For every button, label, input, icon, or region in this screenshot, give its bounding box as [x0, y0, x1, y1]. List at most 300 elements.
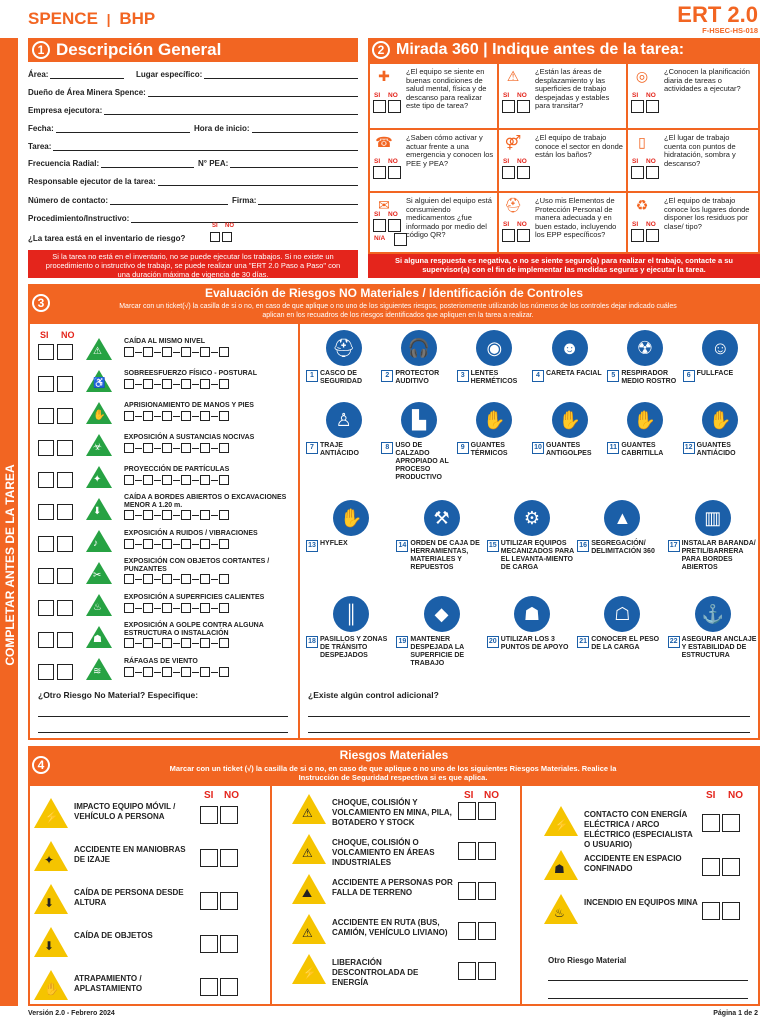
field-pea[interactable]: N° PEA:: [198, 159, 358, 168]
side-bar: [0, 38, 18, 1006]
section4-title: Riesgos Materiales: [339, 748, 449, 762]
section2-header: [368, 38, 760, 62]
control-icon: ⚒: [424, 500, 460, 536]
risk-si-checkbox[interactable]: [38, 440, 54, 456]
control-number-box[interactable]: [143, 379, 153, 389]
mirada360-si-label: SI: [503, 92, 510, 99]
control-number-row: [124, 638, 229, 648]
mirada360-no-label: NO: [646, 221, 656, 228]
material-risk-label: CHOQUE, COLISIÓN O VOLCAMIENTO EN ÁREAS INDUSTRIALES: [332, 838, 435, 867]
control-number-box[interactable]: [181, 379, 191, 389]
field-tarea[interactable]: Tarea:: [28, 142, 358, 151]
control-number-box[interactable]: [162, 443, 172, 453]
risk-si-checkbox[interactable]: [38, 632, 54, 648]
material-no-checkbox[interactable]: [478, 882, 496, 900]
mirada360-no-label: NO: [517, 158, 527, 165]
risk-label: PROYECCIÓN DE PARTÍCULAS: [124, 466, 230, 473]
control-number: 8: [381, 442, 393, 454]
control-number: 19: [396, 636, 408, 648]
control-label: GUANTES ANTIGOLPES: [546, 442, 592, 457]
section4-subtitle: Marcar con un ticket (√) la casilla de si o no, en caso de que aplique o no uno de los siguientes Riesgos Materiales. Realice la Instrucción de Seguridad respectiva si es que aplica.: [169, 764, 617, 782]
control-number-box[interactable]: [124, 638, 134, 648]
risk-no-checkbox[interactable]: [57, 664, 73, 680]
control-number-box[interactable]: [219, 574, 229, 584]
control-item: [577, 500, 667, 556]
risk-no-checkbox[interactable]: [57, 504, 73, 520]
control-number-box[interactable]: [124, 603, 134, 613]
control-number-box[interactable]: [200, 475, 210, 485]
control-number-box[interactable]: [124, 443, 134, 453]
control-number-box[interactable]: [200, 510, 210, 520]
control-icon: ⛑: [326, 330, 362, 366]
inventario-si-checkbox[interactable]: [210, 232, 220, 242]
control-number-box[interactable]: [162, 638, 172, 648]
material-risk-row: [292, 954, 518, 990]
inventario-no-checkbox[interactable]: [222, 232, 232, 242]
control-number-box[interactable]: [181, 539, 191, 549]
field-area[interactable]: Área:: [28, 70, 124, 79]
other-risk-line-1[interactable]: [38, 716, 288, 717]
material-risk-icon: ⬇: [34, 927, 68, 957]
mirada360-si-checkbox[interactable]: [502, 100, 515, 113]
field-frecuencia[interactable]: Frecuencia Radial:: [28, 159, 194, 168]
risk-no-checkbox[interactable]: [57, 568, 73, 584]
risk-label: EXPOSICIÓN CON OBJETOS CORTANTES / PUNZANTES: [124, 558, 270, 573]
control-number-box[interactable]: [162, 347, 172, 357]
control-number-box[interactable]: [219, 638, 229, 648]
mirada360-no-checkbox[interactable]: [517, 229, 530, 242]
control-number-box[interactable]: [162, 667, 172, 677]
control-number-box[interactable]: [162, 574, 172, 584]
mirada360-icon: ⚠: [506, 67, 520, 84]
control-icon: ✋: [333, 500, 369, 536]
material-si-checkbox[interactable]: [200, 806, 218, 824]
mirada360-si-checkbox[interactable]: [373, 219, 386, 232]
mirada360-no-label: NO: [388, 92, 398, 99]
control-number-box[interactable]: [200, 539, 210, 549]
mirada360-question: ¿El equipo de trabajo conoce los lugares donde disponer los residuos por clase/ tipo?: [664, 196, 750, 231]
control-number: 17: [668, 540, 680, 552]
risk-no-checkbox[interactable]: [57, 632, 73, 648]
control-number-box[interactable]: [162, 411, 172, 421]
mirada360-item: [628, 193, 752, 253]
material-risk-icon: ⚠: [292, 914, 326, 944]
control-number-box[interactable]: [124, 347, 134, 357]
control-number-row: [124, 443, 229, 453]
material-no-checkbox[interactable]: [722, 902, 740, 920]
other-control-line-2[interactable]: [308, 732, 750, 733]
mirada360-no-checkbox[interactable]: [388, 166, 401, 179]
risk-label: EXPOSICIÓN A SUSTANCIAS NOCIVAS: [124, 434, 255, 441]
material-risk-icon: ⛰: [292, 874, 326, 904]
mirada360-si-label: SI: [632, 158, 639, 165]
mirada360-no-checkbox[interactable]: [646, 100, 659, 113]
risk-label: CAÍDA AL MISMO NIVEL: [124, 338, 206, 345]
risk-label: CAÍDA A BORDES ABIERTOS O EXCAVACIONES MENOR A 1.20 m.: [124, 494, 287, 509]
risk-no-checkbox[interactable]: [57, 344, 73, 360]
field-procedimiento[interactable]: Procedimiento/Instructivo:: [28, 214, 358, 223]
material-no-checkbox[interactable]: [220, 849, 238, 867]
control-icon: ◆: [424, 596, 460, 632]
material-risk-row: [34, 798, 268, 837]
risk-si-checkbox[interactable]: [38, 344, 54, 360]
control-number-box[interactable]: [200, 603, 210, 613]
material-risk-label: IMPACTO EQUIPO MÓVIL / VEHÍCULO A PERSONA: [74, 802, 176, 821]
risk-no-checkbox[interactable]: [57, 408, 73, 424]
risk-label: SOBREESFUERZO FÍSICO - POSTURAL: [124, 370, 258, 377]
section4-number: 4: [32, 756, 50, 774]
control-icon: ☗: [514, 596, 550, 632]
control-number-box[interactable]: [200, 443, 210, 453]
control-number-box[interactable]: [143, 539, 153, 549]
control-number-box[interactable]: [219, 510, 229, 520]
material-si-checkbox[interactable]: [458, 882, 476, 900]
control-number-box[interactable]: [124, 475, 134, 485]
material-no-checkbox[interactable]: [220, 892, 238, 910]
field-fecha[interactable]: Fecha:: [28, 124, 190, 133]
control-number-box[interactable]: [200, 347, 210, 357]
control-number-box[interactable]: [143, 667, 153, 677]
material-no-checkbox[interactable]: [220, 978, 238, 996]
other-material-line-1[interactable]: [548, 980, 748, 981]
control-label: CONOCER EL PESO DE LA CARGA: [591, 636, 660, 651]
risk-warning-icon: ♨: [86, 594, 112, 616]
material-risk-icon: ⚡: [292, 954, 326, 984]
control-number-box[interactable]: [143, 411, 153, 421]
material-risk-label: CONTACTO CON ENERGÍA ELÉCTRICA / ARCO ELÉCTRICO (ESPECIALISTA O USUARIO): [584, 810, 693, 849]
control-number-box[interactable]: [181, 574, 191, 584]
control-number-box[interactable]: [181, 347, 191, 357]
mirada360-item: [370, 130, 494, 190]
control-label: HYFLEX: [320, 540, 348, 547]
material-risk-icon: ✦: [34, 841, 68, 871]
material-risk-label: INCENDIO EN EQUIPOS MINA: [584, 898, 698, 907]
mirada360-icon: ▯: [638, 133, 646, 150]
control-label: PROTECTOR AUDITIVO: [395, 370, 440, 385]
mirada360-icon: ✚: [378, 67, 390, 84]
mirada360-si-checkbox[interactable]: [631, 229, 644, 242]
control-item: [668, 500, 758, 572]
section2-warning: Si alguna respuesta es negativa, o no se siente seguro(a) para realizar el trabajo, contacte a su supervisor(a) con el fin de implementar las medidas seguras y ejecutar la tarea.: [368, 254, 760, 278]
material-no-checkbox[interactable]: [478, 802, 496, 820]
mirada360-si-checkbox[interactable]: [631, 166, 644, 179]
control-item: [306, 330, 381, 386]
material-si-checkbox[interactable]: [702, 814, 720, 832]
risk-warning-icon: ⚠: [86, 338, 112, 360]
mirada360-question: ¿Están las áreas de desplazamiento y las superficies de trabajo despejadas y estables para transitar?: [535, 67, 610, 110]
other-material-label: Otro Riesgo Material: [548, 956, 627, 965]
control-item: [532, 330, 607, 382]
material-si-checkbox[interactable]: [702, 858, 720, 876]
risk-si-checkbox[interactable]: [38, 504, 54, 520]
control-item: [607, 330, 682, 386]
control-number-box[interactable]: [143, 475, 153, 485]
control-number-box[interactable]: [143, 574, 153, 584]
material-no-checkbox[interactable]: [722, 858, 740, 876]
risk-no-checkbox[interactable]: [57, 536, 73, 552]
control-number-box[interactable]: [200, 379, 210, 389]
control-icon: ✋: [552, 402, 588, 438]
material-risk-icon: ⚡: [34, 798, 68, 828]
control-number-box[interactable]: [143, 638, 153, 648]
control-number: 9: [457, 442, 469, 454]
control-icon: ║: [333, 596, 369, 632]
control-item: [306, 596, 396, 660]
section3-header: [28, 284, 760, 324]
risk-row: [36, 366, 296, 396]
control-number-box[interactable]: [200, 667, 210, 677]
mirada360-icon: ✉: [378, 196, 390, 213]
mat3-no-header: NO: [728, 790, 743, 801]
risk-si-checkbox[interactable]: [38, 472, 54, 488]
mirada360-no-label: NO: [646, 158, 656, 165]
control-icon: ☺: [702, 330, 738, 366]
material-risk-icon: ⬇: [34, 884, 68, 914]
control-number-box[interactable]: [124, 379, 134, 389]
mat2-no-header: NO: [484, 790, 499, 801]
mirada360-no-checkbox[interactable]: [388, 100, 401, 113]
control-number-box[interactable]: [124, 539, 134, 549]
control-number-box[interactable]: [162, 510, 172, 520]
control-item: [487, 596, 577, 652]
material-si-checkbox[interactable]: [702, 902, 720, 920]
risk-row: [36, 526, 296, 556]
mirada360-item: [628, 130, 752, 190]
material-risk-row: [292, 914, 518, 950]
material-no-checkbox[interactable]: [478, 842, 496, 860]
material-risk-label: CAÍDA DE PERSONA DESDE ALTURA: [74, 888, 184, 907]
control-item: [396, 500, 486, 572]
control-number-box[interactable]: [181, 443, 191, 453]
mirada360-no-checkbox[interactable]: [388, 219, 401, 232]
material-no-checkbox[interactable]: [478, 962, 496, 980]
control-label: MANTENER DESPEJADA LA SUPERFICIE DE TRABAJO: [410, 636, 465, 667]
mirada360-question: Si alguien del equipo está consumiendo medicamentos ¿fue informado por medio del código QR?: [406, 196, 492, 239]
mirada360-no-checkbox[interactable]: [517, 166, 530, 179]
control-number-box[interactable]: [200, 411, 210, 421]
control-number-box[interactable]: [200, 638, 210, 648]
other-control-line-1[interactable]: [308, 716, 750, 717]
control-item: [683, 330, 758, 382]
mirada360-no-label: NO: [388, 158, 398, 165]
control-number-box[interactable]: [124, 411, 134, 421]
control-icon: ☢: [627, 330, 663, 366]
risk-row: [36, 398, 296, 428]
material-si-checkbox[interactable]: [200, 935, 218, 953]
risk-label: APRISIONAMIENTO DE MANOS Y PIES: [124, 402, 254, 409]
material-no-checkbox[interactable]: [220, 806, 238, 824]
control-item: [381, 402, 456, 482]
material-si-checkbox[interactable]: [200, 849, 218, 867]
risk-no-checkbox[interactable]: [57, 600, 73, 616]
control-number-row: [124, 667, 229, 677]
section3-number: 3: [32, 294, 50, 312]
material-no-checkbox[interactable]: [478, 922, 496, 940]
control-item: [381, 330, 456, 386]
material-si-checkbox[interactable]: [458, 842, 476, 860]
mirada360-question: ¿El equipo se siente en buenas condiciones de salud mental, física y de descanso para realizar este tipo de tarea?: [406, 67, 487, 110]
material-si-checkbox[interactable]: [200, 892, 218, 910]
material-risk-icon: ✋: [34, 970, 68, 1000]
risk-row: [36, 334, 296, 364]
control-number: 6: [683, 370, 695, 382]
control-number-box[interactable]: [162, 603, 172, 613]
risk-label: EXPOSICIÓN A RUIDOS / VIBRACIONES: [124, 530, 258, 537]
control-number-box[interactable]: [200, 574, 210, 584]
mirada360-question: ¿El lugar de trabajo cuenta con puntos de hidratación, sombra y descanso?: [664, 133, 736, 168]
control-number-box[interactable]: [124, 667, 134, 677]
control-number-box[interactable]: [162, 379, 172, 389]
section1-header: [28, 38, 358, 62]
field-hora[interactable]: Hora de inicio:: [194, 124, 358, 133]
risk-warning-icon: ☗: [86, 626, 112, 648]
material-risk-row: [544, 894, 756, 934]
material-si-checkbox[interactable]: [458, 802, 476, 820]
field-dueno[interactable]: Dueño de Área Minera Spence:: [28, 88, 358, 97]
mat1-no-header: NO: [224, 790, 239, 801]
risk-warning-icon: ⬇: [86, 498, 112, 520]
mirada360-icon: ⚤: [504, 133, 522, 150]
risk-si-checkbox[interactable]: [38, 600, 54, 616]
field-responsable[interactable]: Responsable ejecutor de la tarea:: [28, 177, 358, 186]
mirada360-item: [499, 193, 623, 253]
mirada360-no-label: NO: [517, 92, 527, 99]
risk-no-checkbox[interactable]: [57, 440, 73, 456]
control-number-box[interactable]: [181, 475, 191, 485]
field-firma[interactable]: Firma:: [232, 196, 358, 205]
mirada360-no-checkbox[interactable]: [517, 100, 530, 113]
control-number-box[interactable]: [124, 574, 134, 584]
control-icon: ▥: [695, 500, 731, 536]
control-icon: ✋: [702, 402, 738, 438]
other-material-line-2[interactable]: [548, 998, 748, 999]
mirada360-no-checkbox[interactable]: [646, 229, 659, 242]
mirada360-question: ¿Uso mis Elementos de Protección Personal de manera adecuada y en buen estado, incluyendo los EPP específicos?: [535, 196, 617, 239]
risk-no-checkbox[interactable]: [57, 472, 73, 488]
mat1-si-header: SI: [204, 790, 214, 801]
control-number-box[interactable]: [181, 510, 191, 520]
section3-subtitle: Marcar con un ticket(√) la casilla de si o no, en caso de que aplique o no uno de los siguientes riesgos, posteriormente utilizando los números de los controles dejar indicado cuáles aplican en los recuadros de los riesgos identificados que apliquen en la tarea a realizar.: [119, 303, 677, 319]
control-number-box[interactable]: [181, 603, 191, 613]
inventario-si-label: SI: [212, 223, 218, 229]
side-label: COMPLETAR ANTES DE LA TAREA: [3, 464, 17, 666]
field-lugar[interactable]: Lugar específico:: [136, 70, 358, 79]
material-si-checkbox[interactable]: [200, 978, 218, 996]
control-number-box[interactable]: [143, 347, 153, 357]
section4-header: [28, 746, 760, 786]
control-label: GUANTES CABRITILLA: [621, 442, 664, 457]
control-icon: ✋: [627, 402, 663, 438]
form-code: F-HSEC-HS-018: [702, 26, 758, 35]
other-risk-label: ¿Otro Riesgo No Material? Especifique:: [38, 690, 199, 700]
ert-title: ERT 2.0: [677, 2, 758, 27]
control-number-box[interactable]: [219, 443, 229, 453]
risk-si-checkbox[interactable]: [38, 536, 54, 552]
control-icon: ▙: [401, 402, 437, 438]
risk-si-checkbox[interactable]: [38, 408, 54, 424]
field-empresa[interactable]: Empresa ejecutora:: [28, 106, 358, 115]
control-icon: ◉: [476, 330, 512, 366]
material-risk-label: CHOQUE, COLISIÓN Y VOLCAMIENTO EN MINA, PILA, BOTADERO Y STOCK: [332, 798, 452, 827]
control-number-box[interactable]: [181, 667, 191, 677]
mirada360-si-checkbox[interactable]: [502, 229, 515, 242]
mirada360-question: ¿Saben cómo activar y actuar frente a una emergencia y conocen los PEE y PEA?: [406, 133, 494, 168]
control-label: UTILIZAR EQUIPOS MECANIZADOS PARA EL LEVANTA-MIENTO DE CARGA: [500, 540, 574, 571]
risk-warning-icon: ♪: [86, 530, 112, 552]
control-number-box[interactable]: [124, 510, 134, 520]
mirada360-si-label: SI: [503, 221, 510, 228]
control-number: 11: [607, 442, 619, 454]
control-number: 13: [306, 540, 318, 552]
control-number-box[interactable]: [219, 603, 229, 613]
material-si-checkbox[interactable]: [458, 922, 476, 940]
control-number-row: [124, 475, 229, 485]
mirada360-si-label: SI: [632, 221, 639, 228]
mirada360-si-checkbox[interactable]: [631, 100, 644, 113]
control-number-box[interactable]: [162, 475, 172, 485]
material-risk-icon: ⚠: [292, 834, 326, 864]
control-number-box[interactable]: [181, 638, 191, 648]
control-item: [532, 402, 607, 458]
control-number-box[interactable]: [219, 379, 229, 389]
material-no-checkbox[interactable]: [722, 814, 740, 832]
control-number: 5: [607, 370, 619, 382]
material-risk-label: ATRAPAMIENTO / APLASTAMIENTO: [74, 974, 143, 993]
control-number-box[interactable]: [143, 510, 153, 520]
control-icon: ✋: [476, 402, 512, 438]
control-number-box[interactable]: [181, 411, 191, 421]
inventario-no-label: NO: [225, 223, 234, 229]
mirada360-question: ¿El equipo de trabajo conoce el sector en donde están los baños?: [535, 133, 623, 159]
risk-row: [36, 654, 296, 684]
mirada360-si-checkbox[interactable]: [373, 166, 386, 179]
material-no-checkbox[interactable]: [220, 935, 238, 953]
control-number-box[interactable]: [219, 411, 229, 421]
control-label: RESPIRADOR MEDIO ROSTRO: [621, 370, 677, 385]
control-label: CASCO DE SEGURIDAD: [320, 370, 363, 385]
risk-si-checkbox[interactable]: [38, 664, 54, 680]
material-risk-row: [544, 850, 756, 890]
control-number-box[interactable]: [219, 347, 229, 357]
mirada360-item: [370, 64, 494, 124]
risk-no-checkbox[interactable]: [57, 376, 73, 392]
control-number-box[interactable]: [143, 443, 153, 453]
control-icon: ☖: [604, 596, 640, 632]
control-number-box[interactable]: [219, 539, 229, 549]
mirada360-si-checkbox[interactable]: [373, 100, 386, 113]
section3-title: Evaluación de Riesgos NO Materiales / Identificación de Controles: [204, 286, 584, 300]
control-number-box[interactable]: [219, 667, 229, 677]
mirada360-no-label: NO: [517, 221, 527, 228]
other-risk-line-2[interactable]: [38, 732, 288, 733]
material-si-checkbox[interactable]: [458, 962, 476, 980]
risk-si-checkbox[interactable]: [38, 568, 54, 584]
material-risk-label: CAÍDA DE OBJETOS: [74, 931, 153, 940]
mirada360-no-checkbox[interactable]: [646, 166, 659, 179]
control-number-box[interactable]: [219, 475, 229, 485]
field-contacto[interactable]: Número de contacto:: [28, 196, 228, 205]
risk-si-checkbox[interactable]: [38, 376, 54, 392]
other-control-label: ¿Existe algún control adicional?: [308, 690, 439, 700]
control-number-box[interactable]: [143, 603, 153, 613]
control-icon: ♙: [326, 402, 362, 438]
material-risk-label: ACCIDENTE EN MANIOBRAS DE IZAJE: [74, 845, 186, 864]
control-number-box[interactable]: [162, 539, 172, 549]
control-label: INSTALAR BARANDA/ PRETIL/BARRERA PARA BORDES ABIERTOS: [681, 540, 756, 571]
mirada360-icon: ⛑: [504, 196, 522, 213]
mirada360-si-checkbox[interactable]: [502, 166, 515, 179]
mirada360-item: [628, 64, 752, 124]
